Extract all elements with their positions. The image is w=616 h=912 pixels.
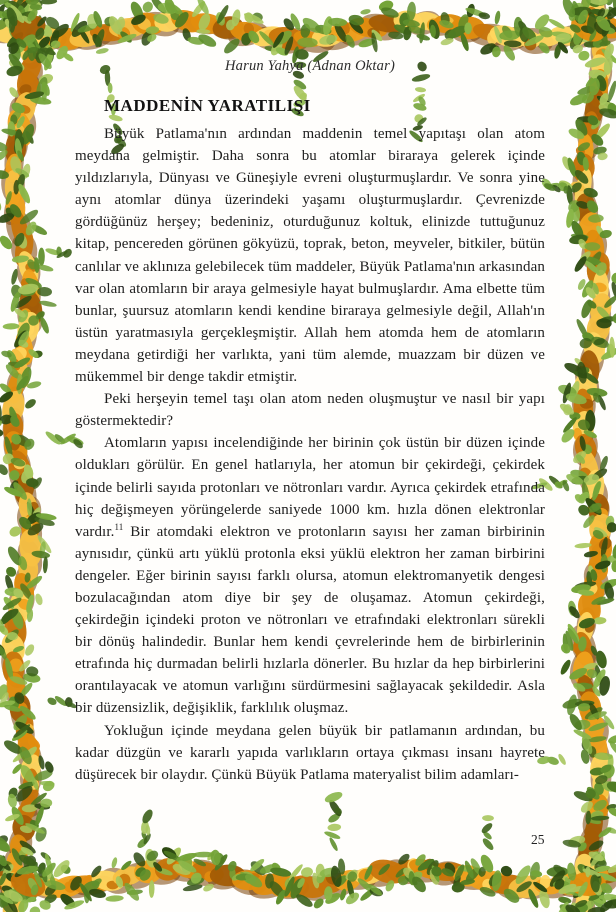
page-number: 25 [531,832,545,847]
running-header: Harun Yahya (Adnan Oktar) [224,58,395,74]
paragraph-text-before-footnote: Atomların yapısı incelendiğinde her birinin çok üstün bir düzen içinde oldukları görülür. En genel hatlarıyla, her atomun bir çekirdeği, çekirdek içinde belirli sayıda protonları ve nötronları vardır. Ayrıca çekirdek etrafında hiç değişmeyen yörüngelerde saniyede 1000 km. hızla dönen elektronlar vardır. [75,435,545,540]
footnote-reference: 11 [114,521,124,532]
paragraph-question: Peki herşeyin temel taşı olan atom neden oluşmuştur ve nasıl bir yapı göstermektedir? [75,391,545,430]
paragraph-big-bang-atoms: Büyük Patlama'nın ardından maddenin temel yapıtaşı olan atom meydana gelmiştir. Daha sonra bu atomlar biraraya gelerek içinde yıldızlarıyla, Dünyası ve Güneşiyle evreni oluşturmuşlardır. Ve sonra yine aynı atomlar dünya üzerindeki yaşamı oluşturmuşlardır. Çevrenizde gördüğünüz herşey; bedeniniz, oturduğunuz koltuk, elinizde tuttuğunuz kitap, pencereden görünen gökyüzü, toprak, beton, meyveler, bitkiler, bütün canlılar ve aklınıza gelebilecek tüm maddeler, Büyük Patlama'nın arkasından var olan atomların bir araya gelmesiyle hayat bulmuşlardır. Ama elbette tüm bunlar, şuursuz atomların kendi kendine biraraya gelmesiyle değil, Allah'ın üstün yaratmasıyla gerçekleşmiştir. Allah hem atomda hem de atomların meydana getirdiği her varlıkta, yani tüm alemde, muazzam bir düzen ve mükemmel bir denge takdir etmiştir. [75,126,545,386]
section-title: MADDENİN YARATILIŞI [104,96,311,115]
paragraph-void-explosion: Yokluğun içinde meydana gelen büyük bir patlamanın ardından, bu kadar düzgün ve kararlı yapıda varlıkların ortaya çıkması insanı hayrete düşürecek bir olaydır. Çünkü Büyük Patlama materyalist bilim adamları- [75,722,545,783]
page-content [75,58,545,786]
paragraph-atom-structure [75,432,545,719]
paragraph-text-after-footnote: Bir atomdaki elektron ve protonların sayısı her zaman birbirinin aynısıdır, çünkü artı yüklü protonla eksi yüklü elektron her zaman birbirini dengeler. Eğer birinin sayısı farklı olursa, atomun elektromanyetik dengesi bozulacağından atom diye bir şey de oluşamaz. Atomun çekirdeği, çekirdeğin içindeki proton ve nötronları ve etrafındaki elektronları sürekli bir dönüş halindedir. Bunlar hem kendi çevrelerinde hem de birbirlerinin etrafında hiç durmadan belirli hızlarla dönerler. Bu hızlar da hep birbirlerini orantılayacak ve atomun varlığını sürdürmesini sağlayacak şekildedir. Asla bir düzensizlik, değişiklik, farklılık oluşmaz. [75,523,545,717]
